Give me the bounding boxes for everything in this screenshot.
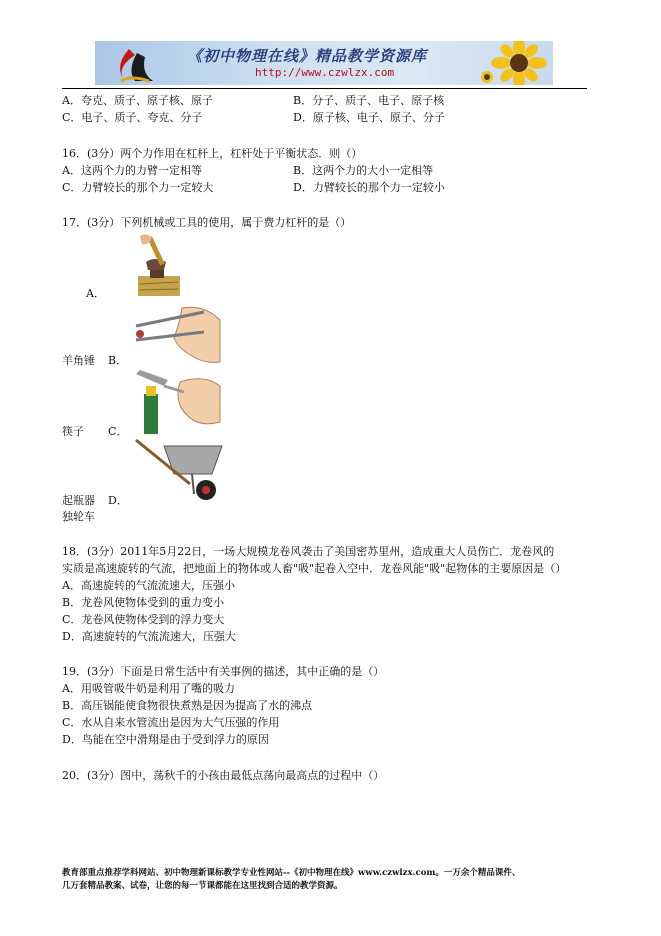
q15-option-d: D．原子核、电子、原子、分子 (293, 111, 445, 124)
header-banner (95, 41, 553, 85)
banner-url: http://www.czwlzx.com (255, 66, 395, 79)
sunflower-icon (475, 41, 553, 85)
q17-label-c: 起瓶器 (62, 494, 95, 507)
q16-stem: 16．(3分）两个力作用在杠杆上，杠杆处于平衡状态．则（） (62, 147, 363, 160)
q18-option-d: D．高速旋转的气流流速大，压强大 (62, 630, 236, 643)
q16-option-a: A．这两个力的力臂一定相等 (62, 164, 202, 177)
q19-stem: 19．(3分）下面是日常生活中有关事例的描述，其中正确的是（） (62, 665, 385, 678)
q17-option-b: B． (108, 354, 128, 367)
q15-option-b: B．分子、质子、电子、原子核 (293, 94, 445, 107)
q19-option-c: C．水从自来水管流出是因为大气压强的作用 (62, 716, 280, 729)
q15-option-c: C．电子、质子、夸克、分子 (62, 111, 203, 124)
q19-option-d: D．鸟能在空中滑翔是由于受到浮力的原因 (62, 733, 269, 746)
q16-option-b: B．这两个力的大小一定相等 (293, 164, 434, 177)
bottle-opener-icon (134, 368, 224, 434)
q17-label-b: 筷子 (62, 425, 84, 438)
site-logo-icon (101, 41, 161, 85)
q17-option-d: D． (108, 494, 128, 507)
q17-option-a: A． (86, 287, 105, 300)
banner-title: 《初中物理在线》精品教学资源库 (187, 47, 428, 65)
claw-hammer-icon (136, 232, 182, 298)
q17-option-c: C． (108, 425, 128, 438)
q17-label-d: 独轮车 (62, 510, 95, 523)
q17-label-a: 羊角锤 (62, 354, 95, 367)
q17-stem: 17．(3分）下列机械或工具的使用，属于费力杠杆的是（） (62, 216, 352, 229)
wheelbarrow-icon (134, 438, 224, 502)
q18-option-a: A．高速旋转的气流流速大，压强小 (62, 579, 235, 592)
q18-option-b: B．龙卷风使物体受到的重力变小 (62, 596, 225, 609)
q18-option-c: C．龙卷风使物体受到的浮力变大 (62, 613, 225, 626)
q16-option-d: D．力臂较长的那个力一定较小 (293, 181, 445, 194)
footer-line-1: 教育部重点推荐学科网站、初中物理新课标教学专业性网站--《初中物理在线》www.czwlzx.com。一万余个精品课件、 (62, 868, 521, 878)
header-divider (62, 88, 587, 89)
chopsticks-icon (134, 300, 224, 366)
q20-stem: 20．(3分）图中，荡秋千的小孩由最低点荡向最高点的过程中（） (62, 769, 385, 782)
q18-stem-line1: 18．(3分）2011年5月22日，一场大规模龙卷风袭击了美国密苏里州，造成重大人员伤亡．龙卷风的 (62, 545, 555, 558)
q19-option-b: B．高压锅能使食物很快煮熟是因为提高了水的沸点 (62, 699, 313, 712)
q15-option-a: A．夸克、质子、原子核、原子 (62, 94, 213, 107)
q18-stem-line2: 实质是高速旋转的气流，把地面上的物体或人畜"吸"起卷入空中．龙卷风能"吸"起物体的主要原因是（） (62, 562, 567, 575)
q16-option-c: C．力臂较长的那个力一定较大 (62, 181, 214, 194)
q19-option-a: A．用吸管吸牛奶是利用了嘴的吸力 (62, 682, 235, 695)
footer-line-2: 几万套精品教案、试卷，让您的每一节课都能在这里找到合适的教学资源。 (62, 881, 343, 891)
